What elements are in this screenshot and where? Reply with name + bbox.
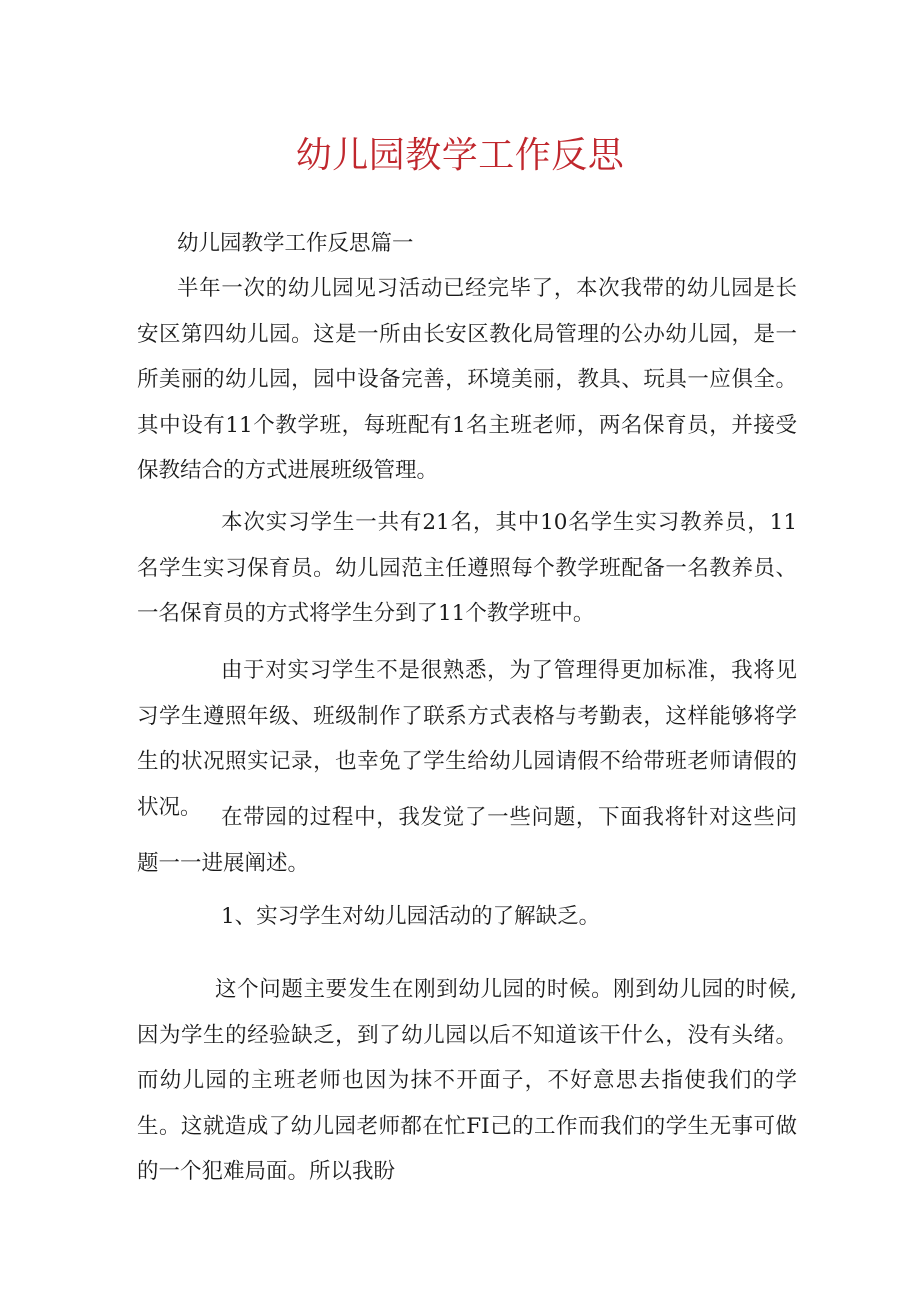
document-title: 幼儿园教学工作反思 <box>295 135 625 176</box>
paragraph-1: 半年一次的幼儿园见习活动已经完毕了，本次我带的幼儿园是长安区第四幼儿园。这是一所由长安区教化局管理的公办幼儿园，是一所美丽的幼儿园，园中设备完善，环境美丽，教具、玩具一应俱全。其中设有11个教学班，每班配有1名主班老师，两名保育员，并接受保教结合的方式进展班级管理。 <box>137 276 797 483</box>
section-heading: 幼儿园教学工作反思篇一 <box>177 231 414 256</box>
paragraph-4: 在带园的过程中，我发觉了一些问题，下面我将针对这些问题一一进展阐述。 <box>137 805 797 876</box>
paragraph-2: 本次实习学生一共有21名，其中10名学生实习教养员，11名学生实习保育员。幼儿园范主任遵照每个教学班配备一名教养员、一名保育员的方式将学生分到了11个教学班中。 <box>137 510 797 626</box>
paragraph-3: 由于对实习学生不是很熟悉，为了管理得更加标准，我将见习学生遵照年级、班级制作了联系方式表格与考勤表，这样能够将学生的状况照实记录，也幸免了学生给幼儿园请假不给带班老师请假的状况。 <box>137 658 797 820</box>
paragraph-5: 这个问题主要发生在刚到幼儿园的时候。刚到幼儿园的时候,因为学生的经验缺乏，到了幼儿园以后不知道该干什么，没有头绪。而幼儿园的主班老师也因为抹不开面子，不好意思去指使我们的学生。这就造成了幼儿园老师都在忙FI己的工作而我们的学生无事可做的一个犯难局面。所以我盼 <box>137 977 797 1184</box>
numbered-item-1: 1、实习学生对幼儿园活动的了解缺乏。 <box>221 904 601 929</box>
